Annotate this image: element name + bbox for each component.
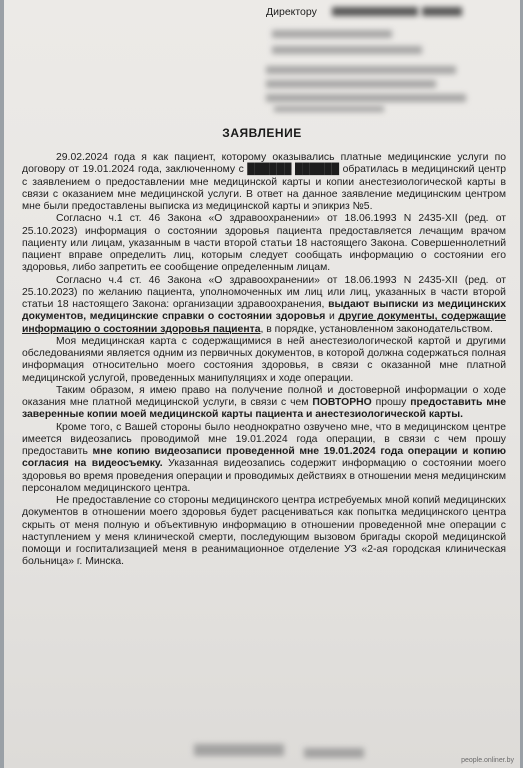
paragraph-6-text: Указанная видеозапись содержит информацию о состоянии моего здоровья во время проведения операции и проводимых действиях в отношении меня медицинским персоналом медицинского центра. — [22, 458, 506, 494]
paragraph-5-text: Таким образом, я имею право на получение полной и достоверной информации о ходе оказания мне платной медицинской услуги, в связи с чем — [22, 384, 506, 408]
redacted-sender — [266, 80, 436, 88]
paragraph-4: Моя медицинская карта с содержащимися в ней анестезиологической картой и другими обследованиями является одним из первичных документов, в которой должна содержаться полная информация относительно моего состояния здоровья, в связи с оказанной мне платной медицинской услугой, проведенных манипуляциях и ходе операции. — [22, 335, 506, 384]
redacted-organization — [272, 30, 392, 38]
paragraph-6 — [22, 422, 506, 496]
redacted-sender — [266, 66, 456, 74]
watermark: people.onliner.by — [461, 757, 514, 764]
paragraph-3-text: , в порядке, установленном законодательством. — [260, 323, 493, 335]
paragraph-6-text: Кроме того, с Вашей стороны было неоднократно озвучено мне, что в медицинском центре имеется видеозапись проводимой мне 19.01.2024 года операции, в связи с чем прошу предоставить — [22, 421, 506, 457]
document-sheet — [4, 0, 520, 768]
document-body — [22, 152, 506, 569]
paragraph-1: 29.02.2024 года я как пациент, которому оказывались платные медицинские услуги по договору от 19.01.2024 года, заключенному с ██████ ██████ обратилась в медицинский центр с заявлением о предоставлении мне медицинской карты и копии анестезиологической карты в связи с оказанием мне медицинской услуги. В ответ на данное заявление медицинским центром мне были предоставлены выписка из медицинской карты и эпикриз №5. — [22, 152, 506, 212]
paragraph-5-emphasis: ПОВТОРНО — [312, 397, 372, 408]
paragraph-3-underlined: другие документы, содержащие информацию о состоянии здоровья пациента — [22, 311, 506, 335]
redacted-signature — [304, 748, 364, 758]
paragraph-3-text: и — [325, 311, 339, 323]
paragraph-5-text: прошу — [371, 397, 411, 408]
redacted-sender — [274, 106, 384, 112]
redacted-organization — [272, 46, 422, 54]
paragraph-3-emphasis: выдают выписки из медицинских документов, медицинские справки о состоянии здоровья — [22, 299, 506, 323]
redacted-name — [422, 7, 462, 16]
paragraph-7: Не предоставление со стороны медицинского центра истребуемых мной копий медицинских документов в отношении моего здоровья будет расцениваться как попытка медицинского центра скрыть от меня полную и объективную информацию в отношении проведенной мне операции с наступлением у меня клинической смерти, последующим вызовом бригады скорой медицинской помощи и госпитализацией меня в реанимационное отделение УЗ «2-ая городская клиническая больница» г. Минска. — [22, 495, 506, 568]
redacted-signature — [194, 744, 284, 756]
paragraph-3 — [22, 275, 506, 336]
paragraph-2: Согласно ч.1 ст. 46 Закона «О здравоохранении» от 18.06.1993 N 2435-XII (ред. от 25.10.2023) информация о состоянии здоровья пациента предоставляется лечащим врачом пациенту или лицам, указанным в части второй статьи 18 настоящего Закона. Совершеннолетний пациент вправе определить лиц, которым следует сообщать информацию о состоянии его здоровья, либо запретить ее сообщение определенным лицам. — [22, 213, 506, 274]
redacted-name — [332, 7, 418, 16]
addressee-label: Директору — [266, 6, 317, 18]
paragraph-3-text: Согласно ч.4 ст. 46 Закона «О здравоохранении» от 18.06.1993 N 2435-XII (ред. от 25.10.2023) по желанию пациента, уполномоченных им лиц или лиц, указанных в части второй статьи 18 настоящего Закона: организации здравоохранения, — [22, 274, 506, 310]
paragraph-5 — [22, 385, 506, 422]
document-title: ЗАЯВЛЕНИЕ — [222, 126, 302, 140]
paragraph-6-request: мне копию видеозаписи проведенной мне 19.01.2024 года операции и копию согласия на видеосъемку. — [22, 446, 506, 470]
redacted-sender — [266, 94, 466, 102]
paragraph-5-request: предоставить мне заверенные копии моей медицинской карты пациента и анестезиологической карты. — [22, 397, 506, 421]
